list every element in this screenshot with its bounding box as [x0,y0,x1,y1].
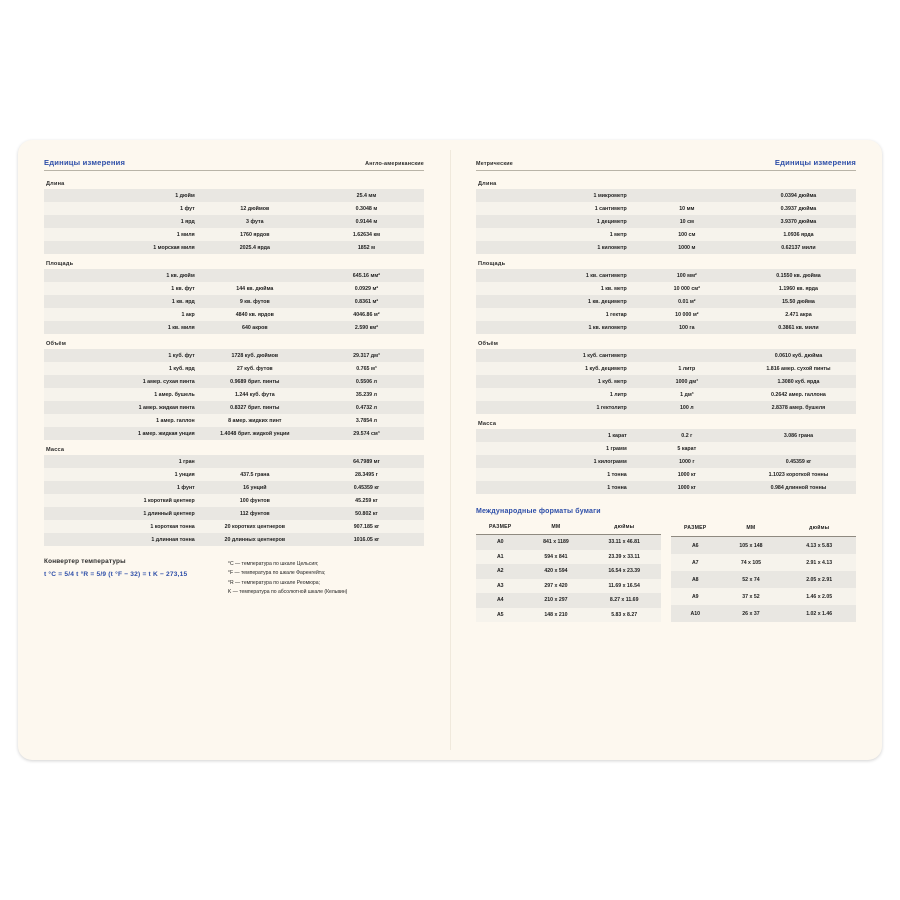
table-row [476,282,856,295]
table-cell: 1.1023 короткой тонны [741,468,856,481]
units-table [476,269,856,334]
table-cell [201,455,309,468]
table-row [476,202,856,215]
reference-spread [18,140,882,760]
table-cell: 12 дюймов [201,202,309,215]
table-cell [741,442,856,455]
table-cell: 1 длинный центнер [44,507,201,520]
table-row [476,215,856,228]
table-header-row [671,520,856,537]
table-cell: 10 см [633,215,741,228]
table-row [476,442,856,455]
table-cell: 1 дм³ [633,388,741,401]
section-title: Масса [478,421,497,427]
column-header: дюймы [782,520,856,537]
table-cell: 3.086 грана [741,429,856,442]
table-cell: 5 карат [633,442,741,455]
table-cell: 1 метр [476,228,633,241]
table-row [476,308,856,321]
table-row [476,241,856,254]
table-cell: 1.4048 брит. жидкой унции [201,427,309,440]
table-cell: 0.45359 кг [309,481,424,494]
temperature-note: °R — температура по шкале Реомюра; [227,579,320,586]
table-row [44,375,424,388]
table-row [476,401,856,414]
table-cell: A1 [476,550,525,565]
table-cell: 0.3048 м [309,202,424,215]
left-sections [44,181,424,546]
table-cell: 2.471 акра [741,308,856,321]
table-row [476,189,856,202]
table-cell: 4840 кв. ярдов [201,308,309,321]
units-table [44,349,424,440]
table-cell: 26 x 37 [720,605,783,622]
table-cell: A6 [671,537,720,554]
units-table [476,349,856,414]
table-cell: 640 акров [201,321,309,334]
table-cell: 112 фунтов [201,507,309,520]
table-cell: 1.816 амер. сухой пинты [741,362,856,375]
table-cell: 50.802 кг [309,507,424,520]
table-cell: 2.91 x 4.13 [782,554,856,571]
table-cell: 0.9144 м [309,215,424,228]
table-cell: 29.574 см³ [309,427,424,440]
table-cell: 100 га [633,321,741,334]
page-subtitle: Англо-американские [365,161,424,167]
table-cell: 0.765 м³ [309,362,424,375]
temperature-title: Конвертер температуры [44,558,126,565]
table-cell: 1 километр [476,241,633,254]
table-cell: 1 дюйм [44,189,201,202]
units-table [476,189,856,254]
table-cell: 1 кв. ярд [44,295,201,308]
table-cell: 15.50 дюйма [741,295,856,308]
table-row [476,228,856,241]
table-cell: 1 тонна [476,468,633,481]
table-cell: 10 мм [633,202,741,215]
table-cell: 20 коротких центнеров [201,520,309,533]
table-cell: 0.0610 куб. дюйма [741,349,856,362]
table-cell: 1 литр [633,362,741,375]
table-cell: 907.185 кг [309,520,424,533]
table-cell: 3 фута [201,215,309,228]
table-row [671,571,856,588]
table-row [44,241,424,254]
table-row [476,481,856,494]
table-row [671,605,856,622]
temperature-formula: t °C = 5/4 t °R = 5/9 (t °F − 32) = t K − 273,15 [44,571,188,578]
table-cell: 0.62137 мили [741,241,856,254]
table-cell: 841 x 1189 [525,535,588,550]
table-cell: 25.4 мм [309,189,424,202]
temperature-notes [228,558,424,598]
table-row [44,414,424,427]
page-subtitle: Метрические [476,161,513,167]
table-row [44,507,424,520]
right-sections [476,181,856,494]
table-row [44,295,424,308]
table-cell: 1 гран [44,455,201,468]
column-header: дюймы [587,520,661,535]
table-cell: 0.8327 брит. пинты [201,401,309,414]
table-row [476,550,661,565]
table-cell: 33.11 x 46.81 [587,535,661,550]
table-row [476,579,661,594]
section-title: Объём [478,341,499,347]
table-cell: 1 амер. жидкая пинта [44,401,201,414]
paper-formats-title: Международные форматы бумаги [476,508,601,515]
table-cell [201,189,309,202]
table-row [476,349,856,362]
table-cell: 1.244 куб. фута [201,388,309,401]
table-cell: 1 гектар [476,308,633,321]
table-cell: 2025.4 ярда [201,241,309,254]
table-row [476,564,661,579]
table-row [44,189,424,202]
table-cell: 1 амер. галлон [44,414,201,427]
table-cell: 0.2642 амер. галлона [741,388,856,401]
right-page-header [476,158,856,171]
table-row [476,593,661,608]
table-row [44,215,424,228]
table-cell: 0.01 м² [633,295,741,308]
table-cell: 1 куб. фут [44,349,201,362]
table-cell: 29.317 дм³ [309,349,424,362]
table-cell: 2.05 x 2.91 [782,571,856,588]
column-header: ММ [525,520,588,535]
table-cell: 0.3861 кв. мили [741,321,856,334]
table-cell: 420 x 594 [525,564,588,579]
table-cell: 1 короткий центнер [44,494,201,507]
table-cell: 0.2 г [633,429,741,442]
table-cell: 0.0929 м² [309,282,424,295]
table-cell: 1 фут [44,202,201,215]
table-cell: 0.8361 м² [309,295,424,308]
table-cell: 5.83 x 8.27 [587,608,661,623]
table-cell: 210 x 297 [525,593,588,608]
table-header-row [476,520,661,535]
table-cell: 645.16 мм² [309,269,424,282]
section-title: Площадь [478,261,506,267]
table-cell: 0.984 длинной тонны [741,481,856,494]
table-cell: 1.3080 куб. ярда [741,375,856,388]
table-row [44,269,424,282]
table-row [671,537,856,554]
column-header: РАЗМЕР [476,520,525,535]
table-cell: 4046.86 м² [309,308,424,321]
table-cell: 45.259 кг [309,494,424,507]
table-cell: 1 куб. ярд [44,362,201,375]
table-cell: 1 дециметр [476,215,633,228]
table-row [44,282,424,295]
table-cell: 27 куб. футов [201,362,309,375]
table-cell: 1 акр [44,308,201,321]
table-cell: 0.5506 л [309,375,424,388]
table-cell: 437.5 грана [201,468,309,481]
paper-table-right [671,520,856,622]
table-cell: 8.27 x 11.69 [587,593,661,608]
table-row [476,608,661,623]
table-cell: 594 x 841 [525,550,588,565]
table-row [476,535,661,550]
table-cell: 1 куб. дециметр [476,362,633,375]
table-cell: A7 [671,554,720,571]
table-cell: 1 кв. миля [44,321,201,334]
page-title: Единицы измерения [44,158,126,167]
table-cell: 0.9689 брит. пинты [201,375,309,388]
table-cell: 1 сантиметр [476,202,633,215]
left-page [18,140,450,760]
table-row [476,295,856,308]
table-row [476,468,856,481]
table-row [476,321,856,334]
table-cell: 1 кв. метр [476,282,633,295]
paper-formats-tables [476,520,856,622]
units-table [44,189,424,254]
temperature-note: K — температура по абсолютной шкале (Кельвин) [227,589,348,596]
units-table [44,269,424,334]
table-cell: 105 x 148 [720,537,783,554]
table-cell: 148 x 210 [525,608,588,623]
table-cell: 1.1960 кв. ярда [741,282,856,295]
table-cell: 0.3937 дюйма [741,202,856,215]
units-table [476,429,856,494]
table-cell: 1 кв. фут [44,282,201,295]
temperature-note: °F — температура по шкале Фаренгейта; [227,570,326,577]
temperature-converter [44,558,424,598]
table-cell: A3 [476,579,525,594]
table-row [44,228,424,241]
table-cell [201,269,309,282]
table-row [44,388,424,401]
right-page [450,140,882,760]
table-cell: A10 [671,605,720,622]
table-row [476,362,856,375]
column-header: РАЗМЕР [671,520,720,537]
table-cell: 9 кв. футов [201,295,309,308]
table-cell: 16.54 x 23.39 [587,564,661,579]
table-cell: 1 кв. дюйм [44,269,201,282]
table-cell: 1 кв. километр [476,321,633,334]
table-row [476,455,856,468]
table-cell: A8 [671,571,720,588]
table-row [44,202,424,215]
table-cell: 8 амер. жидких пинт [201,414,309,427]
table-cell: 1.02 x 1.46 [782,605,856,622]
table-row [671,554,856,571]
table-row [44,349,424,362]
table-cell: 0.0394 дюйма [741,189,856,202]
table-cell: 1.62634 км [309,228,424,241]
table-row [44,494,424,507]
table-cell: 1 короткая тонна [44,520,201,533]
table-cell: 1000 м [633,241,741,254]
table-cell: A5 [476,608,525,623]
table-cell: 1 гектолитр [476,401,633,414]
table-cell: 1 куб. сантиметр [476,349,633,362]
table-cell: 1 амер. бушель [44,388,201,401]
table-cell: 1016.05 кг [309,533,424,546]
table-row [44,481,424,494]
table-cell: 1 длинная тонна [44,533,201,546]
column-header: ММ [720,520,783,537]
table-cell: A0 [476,535,525,550]
table-cell: 1728 куб. дюймов [201,349,309,362]
table-cell: 1852 м [309,241,424,254]
table-cell: 1 унция [44,468,201,481]
table-cell: 100 см [633,228,741,241]
table-row [476,269,856,282]
section-title: Объём [46,341,67,347]
table-row [44,533,424,546]
table-cell: 0.45359 кг [741,455,856,468]
table-cell: 1 ярд [44,215,201,228]
table-cell: 37 x 52 [720,588,783,605]
table-cell: 1000 г [633,455,741,468]
table-cell: 0.4732 л [309,401,424,414]
table-cell: 100 мм² [633,269,741,282]
table-row [476,429,856,442]
table-cell: 10 000 см² [633,282,741,295]
table-row [44,468,424,481]
table-cell: 1 куб. метр [476,375,633,388]
table-row [44,321,424,334]
section-title: Длина [478,181,497,187]
table-cell: 1 амер. жидкая унция [44,427,201,440]
table-cell: 1 морская миля [44,241,201,254]
table-row [671,588,856,605]
left-page-header [44,158,424,171]
section-title: Длина [46,181,65,187]
table-cell: 144 кв. дюйма [201,282,309,295]
table-cell: A2 [476,564,525,579]
table-cell: 3.9370 дюйма [741,215,856,228]
table-cell: 1 карат [476,429,633,442]
table-cell: 1000 кг [633,468,741,481]
table-cell: 1.46 x 2.05 [782,588,856,605]
section-title: Масса [46,447,65,453]
table-cell: A9 [671,588,720,605]
table-cell: 1 литр [476,388,633,401]
table-cell: 74 x 105 [720,554,783,571]
table-cell: 20 длинных центнеров [201,533,309,546]
table-cell: A4 [476,593,525,608]
units-table [44,455,424,546]
table-cell [633,189,741,202]
table-row [476,388,856,401]
table-cell: 10 000 м² [633,308,741,321]
table-cell: 100 л [633,401,741,414]
table-row [44,362,424,375]
table-row [44,455,424,468]
table-cell: 23.39 x 33.11 [587,550,661,565]
table-cell: 11.69 x 16.54 [587,579,661,594]
table-cell: 2.590 км² [309,321,424,334]
table-cell: 1 амер. сухая пинта [44,375,201,388]
table-row [44,427,424,440]
section-title: Площадь [46,261,74,267]
table-cell: 1000 кг [633,481,741,494]
table-cell: 1000 дм³ [633,375,741,388]
temperature-note: °C — температура по шкале Цельсия; [227,561,319,567]
table-row [476,375,856,388]
table-cell: 52 x 74 [720,571,783,588]
table-cell: 0.1550 кв. дюйма [741,269,856,282]
table-cell: 1760 ярдов [201,228,309,241]
table-row [44,308,424,321]
table-cell: 4.13 x 5.83 [782,537,856,554]
table-cell: 1 тонна [476,481,633,494]
table-row [44,401,424,414]
table-cell [633,349,741,362]
table-cell: 1 кв. сантиметр [476,269,633,282]
table-cell: 2.8378 амер. бушеля [741,401,856,414]
page-title: Единицы измерения [774,158,856,167]
table-cell: 28.3495 г [309,468,424,481]
paper-table-left [476,520,661,622]
table-cell: 1 кв. дециметр [476,295,633,308]
table-cell: 100 фунтов [201,494,309,507]
table-cell: 1 фунт [44,481,201,494]
table-cell: 3.7854 л [309,414,424,427]
table-cell: 1.0936 ярда [741,228,856,241]
table-cell: 64.7989 мг [309,455,424,468]
table-cell: 1 микрометр [476,189,633,202]
table-row [44,520,424,533]
table-cell: 1 миля [44,228,201,241]
table-cell: 297 x 420 [525,579,588,594]
table-cell: 35.239 л [309,388,424,401]
table-cell: 16 унций [201,481,309,494]
table-cell: 1 грамм [476,442,633,455]
table-cell: 1 килограмм [476,455,633,468]
